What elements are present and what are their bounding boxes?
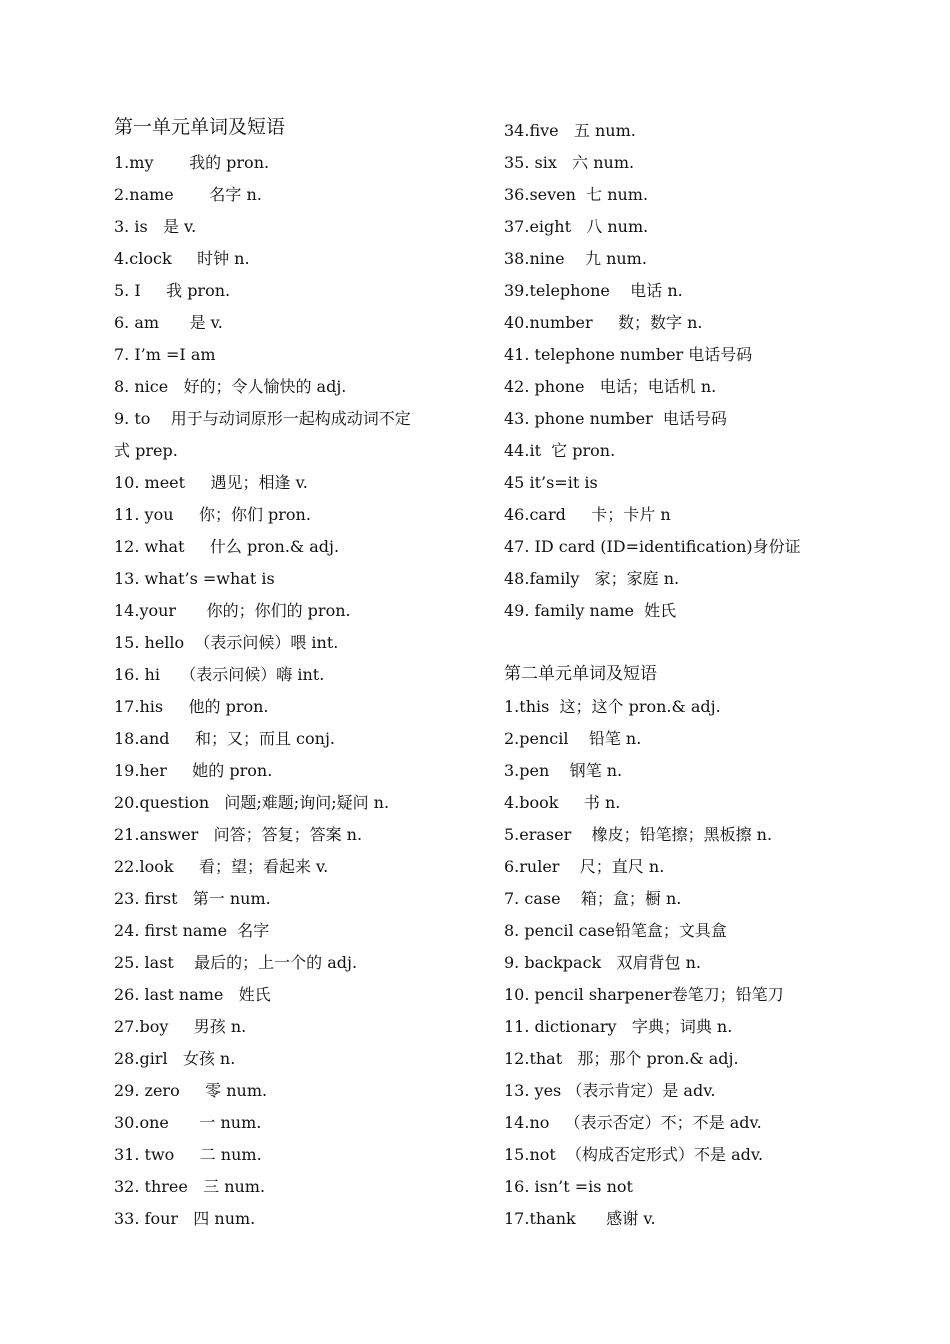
vocab-line: 21.answer 问答；答复；答案 n. (114, 825, 363, 844)
unit-1-heading: 第一单元单词及短语 (114, 116, 286, 138)
vocab-line: 27.boy 男孩 n. (114, 1017, 247, 1036)
vocab-line: 47. ID card (ID=identification)身份证 (504, 537, 801, 556)
vocab-line: 39.telephone 电话 n. (504, 281, 683, 300)
vocab-line: 29. zero 零 num. (114, 1081, 268, 1100)
vocab-line: 8. pencil case铅笔盒；文具盒 (504, 921, 727, 940)
vocab-line: 38.nine 九 num. (504, 249, 647, 268)
vocab-line: 3.pen 钢笔 n. (504, 761, 623, 780)
vocab-line: 10. pencil sharpener卷笔刀；铅笔刀 (504, 985, 784, 1004)
vocab-line: 18.and 和；又；而且 conj. (114, 729, 335, 748)
vocab-line: 3. is 是 v. (114, 217, 197, 236)
vocab-line: 6.ruler 尺；直尺 n. (504, 857, 665, 876)
vocab-line: 15.not （构成否定形式）不是 adv. (504, 1145, 764, 1164)
vocab-line: 19.her 她的 pron. (114, 761, 273, 780)
vocab-line: 42. phone 电话；电话机 n. (504, 377, 717, 396)
vocab-line: 7. case 箱；盒；橱 n. (504, 889, 682, 908)
vocab-line: 14.no （表示否定）不；不是 adv. (504, 1113, 762, 1132)
vocab-line: 11. you 你；你们 pron. (114, 505, 311, 524)
vocab-line: 48.family 家；家庭 n. (504, 569, 680, 588)
vocab-line: 9. to 用于与动词原形一起构成动词不定 (114, 409, 411, 428)
vocab-line: 2.name 名字 n. (114, 185, 262, 204)
vocab-line: 14.your 你的；你们的 pron. (114, 601, 351, 620)
unit-2-heading: 第二单元单词及短语 (504, 664, 657, 684)
vocab-line: 35. six 六 num. (504, 153, 635, 172)
vocab-line: 12. what 什么 pron.& adj. (114, 537, 340, 556)
vocab-line: 28.girl 女孩 n. (114, 1049, 236, 1068)
vocab-line: 22.look 看；望；看起来 v. (114, 857, 329, 876)
vocab-line: 26. last name 姓氏 (114, 985, 271, 1004)
vocab-line: 16. isn’t =is not (504, 1177, 633, 1196)
vocab-line: 37.eight 八 num. (504, 217, 649, 236)
vocab-line: 11. dictionary 字典；词典 n. (504, 1017, 733, 1036)
vocab-line: 2.pencil 铅笔 n. (504, 729, 642, 748)
vocab-line: 17.thank 感谢 v. (504, 1209, 656, 1228)
vocab-line: 30.one 一 num. (114, 1113, 262, 1132)
vocab-line: 25. last 最后的；上一个的 adj. (114, 953, 358, 972)
vocab-line: 17.his 他的 pron. (114, 697, 269, 716)
vocab-line: 49. family name 姓氏 (504, 601, 677, 620)
vocab-line: 31. two 二 num. (114, 1145, 262, 1164)
vocab-line: 1.this 这；这个 pron.& adj. (504, 697, 721, 716)
vocab-line: 36.seven 七 num. (504, 185, 649, 204)
vocab-line: 44.it 它 pron. (504, 441, 616, 460)
vocab-line: 32. three 三 num. (114, 1177, 266, 1196)
vocab-line: 20.question 问题;难题;询问;疑问 n. (114, 793, 390, 812)
vocab-line: 15. hello （表示问候）喂 int. (114, 633, 339, 652)
vocab-line: 34.five 五 num. (504, 121, 636, 140)
vocab-line: 16. hi （表示问候）嗨 int. (114, 665, 325, 684)
vocab-line: 12.that 那；那个 pron.& adj. (504, 1049, 739, 1068)
vocab-line: 8. nice 好的；令人愉快的 adj. (114, 377, 347, 396)
vocab-line: 43. phone number 电话号码 (504, 409, 727, 428)
vocab-line: 6. am 是 v. (114, 313, 223, 332)
vocab-line: 4.clock 时钟 n. (114, 249, 250, 268)
vocab-line: 23. first 第一 num. (114, 889, 271, 908)
vocab-line: 9. backpack 双肩背包 n. (504, 953, 701, 972)
vocab-line: 1.my 我的 pron. (114, 153, 270, 172)
vocab-line: 7. I’m =I am (114, 345, 216, 364)
vocab-line: 46.card 卡；卡片 n (504, 505, 671, 524)
vocab-line: 24. first name 名字 (114, 921, 270, 940)
vocab-line: 13. what’s =what is (114, 569, 275, 588)
vocab-line: 5.eraser 橡皮；铅笔擦；黑板擦 n. (504, 825, 773, 844)
vocab-line: 13. yes （表示肯定）是 adv. (504, 1081, 716, 1100)
vocab-line: 5. I 我 pron. (114, 281, 231, 300)
vocab-line: 41. telephone number 电话号码 (504, 345, 753, 364)
vocab-line: 4.book 书 n. (504, 793, 621, 812)
vocab-line: 45 it’s=it is (504, 473, 598, 492)
vocab-line: 10. meet 遇见；相逢 v. (114, 473, 308, 492)
vocab-line: 40.number 数；数字 n. (504, 313, 703, 332)
vocab-line: 33. four 四 num. (114, 1209, 256, 1228)
vocab-line-continuation: 式 prep. (114, 441, 178, 460)
